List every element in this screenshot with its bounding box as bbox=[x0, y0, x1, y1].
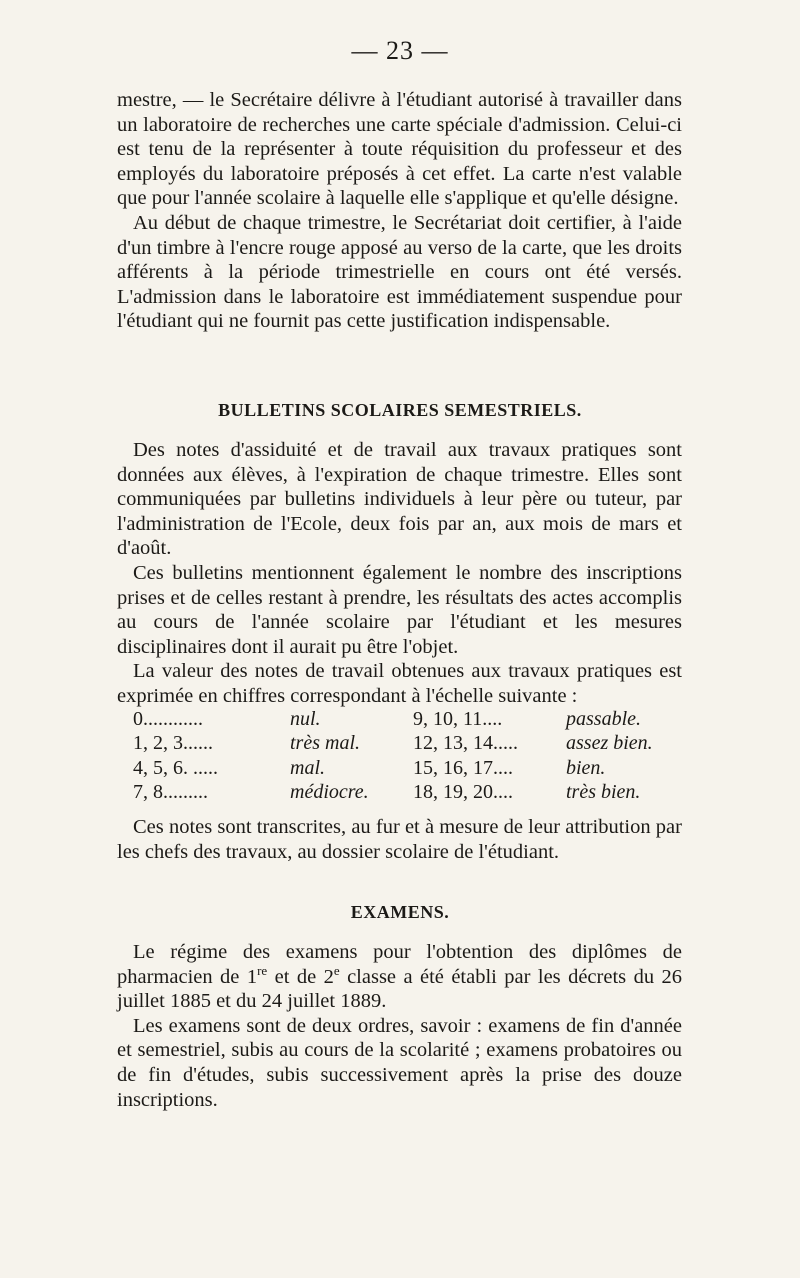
paragraph: Ces bulletins mentionnent également le nombre des inscriptions prises et de celles restant à prendre, les résultats des actes accomplis au cours de l'année scolaire par l'étudiant et les mesures disciplinaires dont il aurait pu être l'objet. bbox=[117, 561, 682, 658]
scale-left-grade: médiocre. bbox=[290, 781, 369, 804]
scale-left-numbers: 7, 8......... bbox=[133, 781, 208, 804]
paragraph: Des notes d'assiduité et de travail aux travaux pratiques sont données aux élèves, à l'expiration de chaque trimestre. Elles sont communiquées par bulletins individuels à leur père ou tuteur, par l'administration de l'Ecole, deux fois par an, aux mois de mars et d'août. bbox=[117, 439, 682, 560]
paragraph: Les examens sont de deux ordres, savoir : examens de fin d'année et semestriel, subis au cours de la scolarité ; examens probatoires ou de fin d'études, subis successivement après la prise des douze inscriptions. bbox=[117, 1014, 682, 1111]
scale-right-numbers: 12, 13, 14..... bbox=[413, 732, 518, 755]
grading-scale-table bbox=[133, 707, 693, 805]
scale-left-numbers: 1, 2, 3...... bbox=[133, 732, 213, 755]
paragraph: Le régime des examens pour l'obtention des diplômes de pharmacien de 1re et de 2e classe a été établi par les décrets du 26 juillet 1885 et du 24 juillet 1889. bbox=[117, 941, 682, 1013]
scale-left-numbers: 0............ bbox=[133, 708, 203, 730]
scale-right-numbers: 9, 10, 11.... bbox=[413, 708, 503, 730]
examens-section bbox=[117, 940, 682, 1112]
scale-right-numbers: 18, 19, 20.... bbox=[413, 781, 513, 804]
paragraph: Ces notes sont transcrites, au fur et à mesure de leur attribution par les chefs des travaux, au dossier scolaire de l'étudiant. bbox=[117, 816, 682, 863]
section-heading-bulletins: BULLETINS SCOLAIRES SEMESTRIELS. bbox=[218, 400, 582, 420]
scale-left-numbers: 4, 5, 6. ..... bbox=[133, 756, 218, 779]
scale-row bbox=[133, 756, 693, 780]
scale-row bbox=[133, 780, 693, 804]
scale-right-grade: bien. bbox=[566, 756, 606, 779]
paragraph: mestre, — le Secrétaire délivre à l'étudiant autorisé à travailler dans un laboratoire de recherches une carte spéciale d'admission. Celui-ci est tenu de la représenter à toute réquisition du professeur et des employés du laboratoire préposés à cet effet. La carte n'est valable que pour l'année scolaire à laquelle elle s'applique et qu'elle désigne. bbox=[117, 89, 682, 210]
scale-left-grade: très mal. bbox=[290, 732, 360, 755]
scale-right-grade: assez bien. bbox=[566, 732, 653, 755]
paragraph: La valeur des notes de travail obtenues aux travaux pratiques est exprimée en chiffres correspondant à l'échelle suivante : bbox=[117, 660, 682, 707]
scale-row bbox=[133, 731, 693, 755]
paragraph: Au début de chaque trimestre, le Secrétariat doit certifier, à l'aide d'un timbre à l'encre rouge apposé au verso de la carte, que les droits afférents à la période trimestrielle en cours ont été versés. L'admission dans le laboratoire est immédiatement suspendue pour l'étudiant qui ne fournit pas cette justification indispensable. bbox=[117, 211, 682, 333]
scale-right-grade: très bien. bbox=[566, 781, 641, 804]
bulletins-section bbox=[117, 438, 682, 709]
scale-right-numbers: 15, 16, 17.... bbox=[413, 756, 513, 779]
laboratory-card-section bbox=[117, 88, 682, 334]
section-heading-examens: EXAMENS. bbox=[350, 902, 450, 922]
scale-left-grade: nul. bbox=[290, 708, 321, 730]
page-number: — 23 — bbox=[351, 36, 449, 65]
scale-row bbox=[133, 707, 693, 731]
scale-right-grade: passable. bbox=[566, 708, 641, 730]
transcription-note bbox=[117, 815, 682, 864]
scale-left-grade: mal. bbox=[290, 756, 325, 779]
